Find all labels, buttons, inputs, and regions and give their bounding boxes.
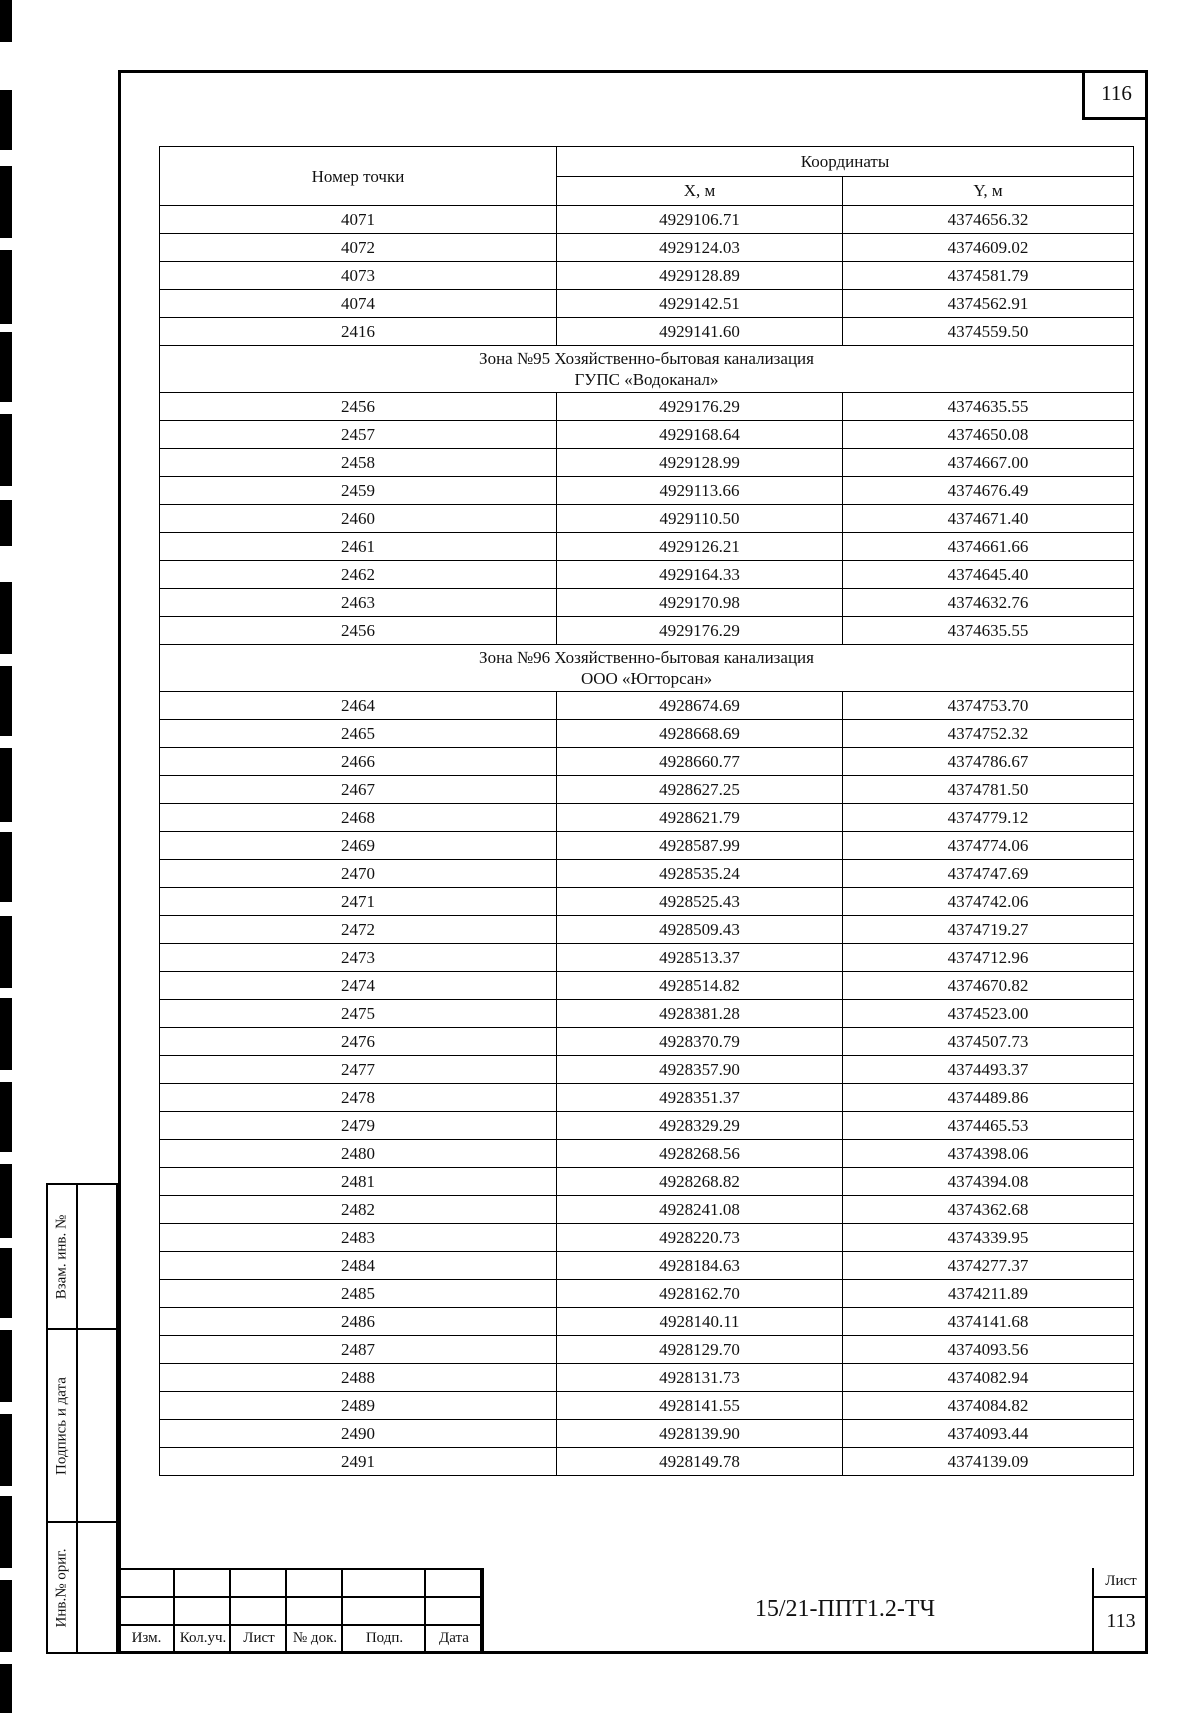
stamp-caption-date: Дата [439,1630,469,1646]
table-row [160,916,1134,944]
x-coordinate-cell: 4928351.37 [557,1084,843,1112]
y-coordinate-cell: 4374645.40 [843,561,1134,589]
table-row [160,206,1134,234]
table-row [160,776,1134,804]
x-coordinate-cell: 4928514.82 [557,972,843,1000]
y-coordinate-cell: 4374781.50 [843,776,1134,804]
binding-mark [0,250,12,324]
x-coordinate-cell: 4928149.78 [557,1448,843,1476]
point-number-cell: 2466 [160,748,557,776]
y-coordinate-cell: 4374562.91 [843,290,1134,318]
coordinates-table [159,146,1134,1476]
binding-mark [0,1164,12,1238]
y-coordinate-cell: 4374786.67 [843,748,1134,776]
x-coordinate-cell: 4928140.11 [557,1308,843,1336]
y-coordinate-cell: 4374753.70 [843,692,1134,720]
table-row [160,720,1134,748]
header-coordinates: Координаты [557,147,1134,177]
y-coordinate-cell: 4374661.66 [843,533,1134,561]
point-number-cell: 2489 [160,1392,557,1420]
stamp-caption-signature: Подп. [365,1630,404,1646]
table-row [160,290,1134,318]
side-label-replace-inv: Взам. инв. № [53,1214,70,1299]
table-row [160,944,1134,972]
y-coordinate-cell: 4374394.08 [843,1168,1134,1196]
y-coordinate-cell: 4374082.94 [843,1364,1134,1392]
y-coordinate-cell: 4374465.53 [843,1112,1134,1140]
table-row [160,1392,1134,1420]
binding-mark [0,1330,12,1402]
table-row [160,477,1134,505]
x-coordinate-cell: 4929124.03 [557,234,843,262]
y-coordinate-cell: 4374084.82 [843,1392,1134,1420]
x-coordinate-cell: 4928660.77 [557,748,843,776]
y-coordinate-cell: 4374211.89 [843,1280,1134,1308]
y-coordinate-cell: 4374141.68 [843,1308,1134,1336]
table-row [160,748,1134,776]
table-row [160,449,1134,477]
point-number-cell: 2477 [160,1056,557,1084]
point-number-cell: 2490 [160,1420,557,1448]
x-coordinate-cell: 4928525.43 [557,888,843,916]
x-coordinate-cell: 4928268.82 [557,1168,843,1196]
y-coordinate-cell: 4374752.32 [843,720,1134,748]
x-coordinate-cell: 4928357.90 [557,1056,843,1084]
y-coordinate-cell: 4374093.56 [843,1336,1134,1364]
y-coordinate-cell: 4374635.55 [843,393,1134,421]
y-coordinate-cell: 4374559.50 [843,318,1134,346]
stamp-caption-doc-no: № док. [292,1630,338,1646]
x-coordinate-cell: 4929164.33 [557,561,843,589]
point-number-cell: 2487 [160,1336,557,1364]
table-row [160,533,1134,561]
y-coordinate-cell: 4374656.32 [843,206,1134,234]
table-row [160,1280,1134,1308]
x-coordinate-cell: 4929128.99 [557,449,843,477]
x-coordinate-cell: 4929110.50 [557,505,843,533]
x-coordinate-cell: 4929141.60 [557,318,843,346]
binding-mark [0,90,12,150]
zone-title-line: Зона №95 Хозяйственно-бытовая канализация [479,349,814,368]
x-coordinate-cell: 4928131.73 [557,1364,843,1392]
point-number-cell: 4073 [160,262,557,290]
point-number-cell: 2458 [160,449,557,477]
y-coordinate-cell: 4374493.37 [843,1056,1134,1084]
table-row [160,804,1134,832]
x-coordinate-cell: 4929176.29 [557,393,843,421]
binding-mark [0,1664,12,1713]
x-coordinate-cell: 4928627.25 [557,776,843,804]
table-row [160,262,1134,290]
x-coordinate-cell: 4928241.08 [557,1196,843,1224]
y-coordinate-cell: 4374650.08 [843,421,1134,449]
stamp-caption-sheet: Лист [243,1630,275,1646]
point-number-cell: 2488 [160,1364,557,1392]
table-row [160,589,1134,617]
table-row [160,1336,1134,1364]
table-row [160,1364,1134,1392]
binding-mark [0,414,12,486]
point-number-cell: 2459 [160,477,557,505]
x-coordinate-cell: 4928513.37 [557,944,843,972]
table-row [160,1308,1134,1336]
point-number-cell: 2486 [160,1308,557,1336]
y-coordinate-cell: 4374339.95 [843,1224,1134,1252]
document-code: 15/21-ППТ1.2-ТЧ [754,1596,936,1622]
side-label-signature-date: Подпись и дата [53,1376,70,1475]
x-coordinate-cell: 4928139.90 [557,1420,843,1448]
table-row [160,860,1134,888]
table-row [160,617,1134,645]
stamp-caption-change: Изм. [131,1630,162,1646]
y-coordinate-cell: 4374671.40 [843,505,1134,533]
x-coordinate-cell: 4928129.70 [557,1336,843,1364]
point-number-cell: 2491 [160,1448,557,1476]
y-coordinate-cell: 4374676.49 [843,477,1134,505]
x-coordinate-cell: 4928141.55 [557,1392,843,1420]
y-coordinate-cell: 4374277.37 [843,1252,1134,1280]
point-number-cell: 2462 [160,561,557,589]
table-row [160,832,1134,860]
x-coordinate-cell: 4928381.28 [557,1000,843,1028]
point-number-cell: 2481 [160,1168,557,1196]
point-number-cell: 2483 [160,1224,557,1252]
table-row [160,1112,1134,1140]
y-coordinate-cell: 4374523.00 [843,1000,1134,1028]
y-coordinate-cell: 4374362.68 [843,1196,1134,1224]
point-number-cell: 2471 [160,888,557,916]
point-number-cell: 2456 [160,393,557,421]
side-label-original-inv: Инв.№ ориг. [53,1548,70,1627]
zone-row [160,346,1134,393]
x-coordinate-cell: 4928329.29 [557,1112,843,1140]
x-coordinate-cell: 4928587.99 [557,832,843,860]
point-number-cell: 2470 [160,860,557,888]
y-coordinate-cell: 4374507.73 [843,1028,1134,1056]
x-coordinate-cell: 4928535.24 [557,860,843,888]
table-row [160,1420,1134,1448]
point-number-cell: 2485 [160,1280,557,1308]
x-coordinate-cell: 4929176.29 [557,617,843,645]
x-coordinate-cell: 4928220.73 [557,1224,843,1252]
point-number-cell: 2476 [160,1028,557,1056]
point-number-cell: 2474 [160,972,557,1000]
sheet-label: Лист [1105,1573,1137,1589]
point-number-cell: 4072 [160,234,557,262]
point-number-cell: 2456 [160,617,557,645]
table-row [160,1224,1134,1252]
x-coordinate-cell: 4929128.89 [557,262,843,290]
y-coordinate-cell: 4374712.96 [843,944,1134,972]
point-number-cell: 2457 [160,421,557,449]
table-row [160,1168,1134,1196]
binding-mark [0,166,12,238]
x-coordinate-cell: 4928268.56 [557,1140,843,1168]
table-row [160,1252,1134,1280]
x-coordinate-cell: 4928184.63 [557,1252,843,1280]
header-y: Y, м [843,176,1134,206]
x-coordinate-cell: 4928621.79 [557,804,843,832]
y-coordinate-cell: 4374398.06 [843,1140,1134,1168]
y-coordinate-cell: 4374667.00 [843,449,1134,477]
point-number-cell: 2469 [160,832,557,860]
point-number-cell: 2416 [160,318,557,346]
zone-title [160,645,1134,692]
x-coordinate-cell: 4929168.64 [557,421,843,449]
table-row [160,1084,1134,1112]
point-number-cell: 2460 [160,505,557,533]
point-number-cell: 2464 [160,692,557,720]
point-number-cell: 2478 [160,1084,557,1112]
point-number-cell: 2473 [160,944,557,972]
binding-mark [0,1082,12,1152]
sheet-number: 113 [1106,1610,1136,1632]
zone-title-line: ГУПС «Водоканал» [574,370,719,389]
x-coordinate-cell: 4929106.71 [557,206,843,234]
y-coordinate-cell: 4374670.82 [843,972,1134,1000]
point-number-cell: 2482 [160,1196,557,1224]
point-number-cell: 4071 [160,206,557,234]
y-coordinate-cell: 4374609.02 [843,234,1134,262]
binding-mark [0,500,12,546]
binding-mark [0,0,12,42]
x-coordinate-cell: 4929170.98 [557,589,843,617]
y-coordinate-cell: 4374489.86 [843,1084,1134,1112]
point-number-cell: 4074 [160,290,557,318]
point-number-cell: 2461 [160,533,557,561]
y-coordinate-cell: 4374581.79 [843,262,1134,290]
table-row [160,1028,1134,1056]
x-coordinate-cell: 4928668.69 [557,720,843,748]
binding-mark [0,582,12,654]
x-coordinate-cell: 4928674.69 [557,692,843,720]
table-row [160,234,1134,262]
zone-title-line: Зона №96 Хозяйственно-бытовая канализация [479,648,814,667]
table-body [160,206,1134,1476]
table-row [160,1140,1134,1168]
point-number-cell: 2467 [160,776,557,804]
table-row [160,1196,1134,1224]
table-row [160,1056,1134,1084]
stamp-caption-qty: Кол.уч. [179,1630,227,1646]
zone-row [160,645,1134,692]
point-number-cell: 2475 [160,1000,557,1028]
table-row [160,692,1134,720]
binding-mark [0,748,12,822]
binding-mark [0,1248,12,1318]
point-number-cell: 2463 [160,589,557,617]
point-number-cell: 2484 [160,1252,557,1280]
y-coordinate-cell: 4374774.06 [843,832,1134,860]
binding-mark [0,1580,12,1652]
table-row [160,505,1134,533]
x-coordinate-cell: 4928509.43 [557,916,843,944]
binding-mark [0,916,12,988]
y-coordinate-cell: 4374632.76 [843,589,1134,617]
point-number-cell: 2465 [160,720,557,748]
binding-mark [0,998,12,1070]
header-x: X, м [557,176,843,206]
zone-title [160,346,1134,393]
table-row [160,393,1134,421]
table-row [160,888,1134,916]
page-top-number: 116 [1082,70,1148,120]
x-coordinate-cell: 4928162.70 [557,1280,843,1308]
y-coordinate-cell: 4374093.44 [843,1420,1134,1448]
point-number-cell: 2468 [160,804,557,832]
binding-mark [0,832,12,902]
x-coordinate-cell: 4929113.66 [557,477,843,505]
table-row [160,1448,1134,1476]
y-coordinate-cell: 4374779.12 [843,804,1134,832]
y-coordinate-cell: 4374139.09 [843,1448,1134,1476]
table-row [160,421,1134,449]
binding-mark [0,1496,12,1568]
table-row [160,972,1134,1000]
x-coordinate-cell: 4929142.51 [557,290,843,318]
zone-title-line: ООО «Югторсан» [580,669,713,688]
binding-mark [0,1414,12,1486]
point-number-cell: 2479 [160,1112,557,1140]
y-coordinate-cell: 4374719.27 [843,916,1134,944]
side-box-signature-date [46,1328,118,1523]
binding-mark [0,332,12,402]
point-number-cell: 2480 [160,1140,557,1168]
y-coordinate-cell: 4374635.55 [843,617,1134,645]
side-box-replace-inv [46,1183,118,1330]
table-row [160,1000,1134,1028]
table-row [160,318,1134,346]
table-row [160,561,1134,589]
x-coordinate-cell: 4929126.21 [557,533,843,561]
side-box-original-inv [46,1521,118,1654]
y-coordinate-cell: 4374742.06 [843,888,1134,916]
y-coordinate-cell: 4374747.69 [843,860,1134,888]
x-coordinate-cell: 4928370.79 [557,1028,843,1056]
binding-mark [0,666,12,736]
header-point-number: Номер точки [160,147,557,206]
point-number-cell: 2472 [160,916,557,944]
